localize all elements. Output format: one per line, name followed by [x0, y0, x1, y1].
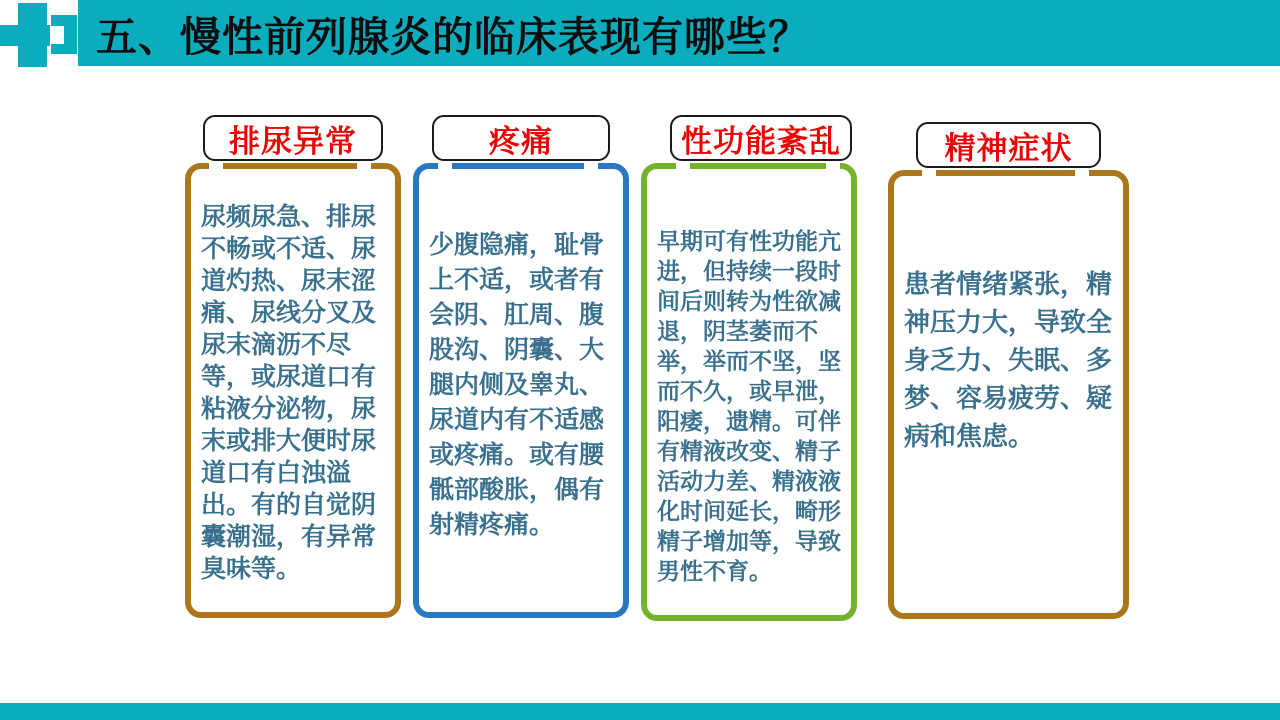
card-header-label: 排尿异常 — [229, 123, 357, 160]
footer-bar — [0, 703, 1280, 720]
card-header-label: 疼痛 — [489, 123, 553, 160]
border-notch — [584, 161, 598, 171]
card-header-tab — [432, 115, 610, 161]
card-body-text: 早期可有性功能亢进，但持续一段时间后则转为性欲减退，阴茎萎而不举，举而不坚，坚而不久，或早泄，阳痿，遗精。可伴有精液改变、精子活动力差、精液液化时间延长，畸形精子增加等，导致男性不育。 — [657, 229, 841, 585]
border-notch — [922, 168, 936, 178]
card-body-text: 患者情绪紧张，精神压力大，导致全身乏力、失眠、多梦、容易疲劳、疑病和焦虑。 — [904, 270, 1113, 452]
border-notch — [1075, 168, 1089, 178]
header-bar — [78, 0, 1280, 66]
card-urination-abnormality — [185, 123, 401, 618]
card-header-tab — [670, 115, 852, 161]
border-notch — [438, 161, 452, 171]
card-psychiatric-symptoms — [888, 130, 1129, 619]
border-notch — [826, 161, 840, 171]
card-header-tab — [203, 115, 383, 161]
header-bracket-icon — [51, 15, 77, 54]
card-body-text: 少腹隐痛，耻骨上不适，或者有会阴、肛周、腹股沟、阴囊、大腿内侧及睾丸、尿道内有不适感或疼痛。或有腰骶部酸胀，偶有射精疼痛。 — [429, 230, 605, 539]
page-title: 五、慢性前列腺炎的临床表现有哪些？ — [96, 12, 810, 61]
border-notch — [209, 161, 223, 171]
border-notch — [676, 161, 690, 171]
card-header-label: 精神症状 — [944, 130, 1073, 167]
border-notch — [357, 161, 371, 171]
card-body-text: 尿频尿急、排尿不畅或不适、尿道灼热、尿末涩痛、尿线分叉及尿末滴沥不尽等，或尿道口有粘液分泌物，尿末或排大便时尿道口有白浊溢出。有的自觉阴囊潮湿，有异常臭味等。 — [201, 202, 377, 583]
card-header-tab — [916, 122, 1101, 168]
card-header-label: 性功能紊乱 — [681, 123, 841, 160]
header-cross-arm-icon — [0, 25, 50, 46]
card-pain — [413, 123, 629, 618]
card-sexual-dysfunction — [641, 123, 857, 621]
